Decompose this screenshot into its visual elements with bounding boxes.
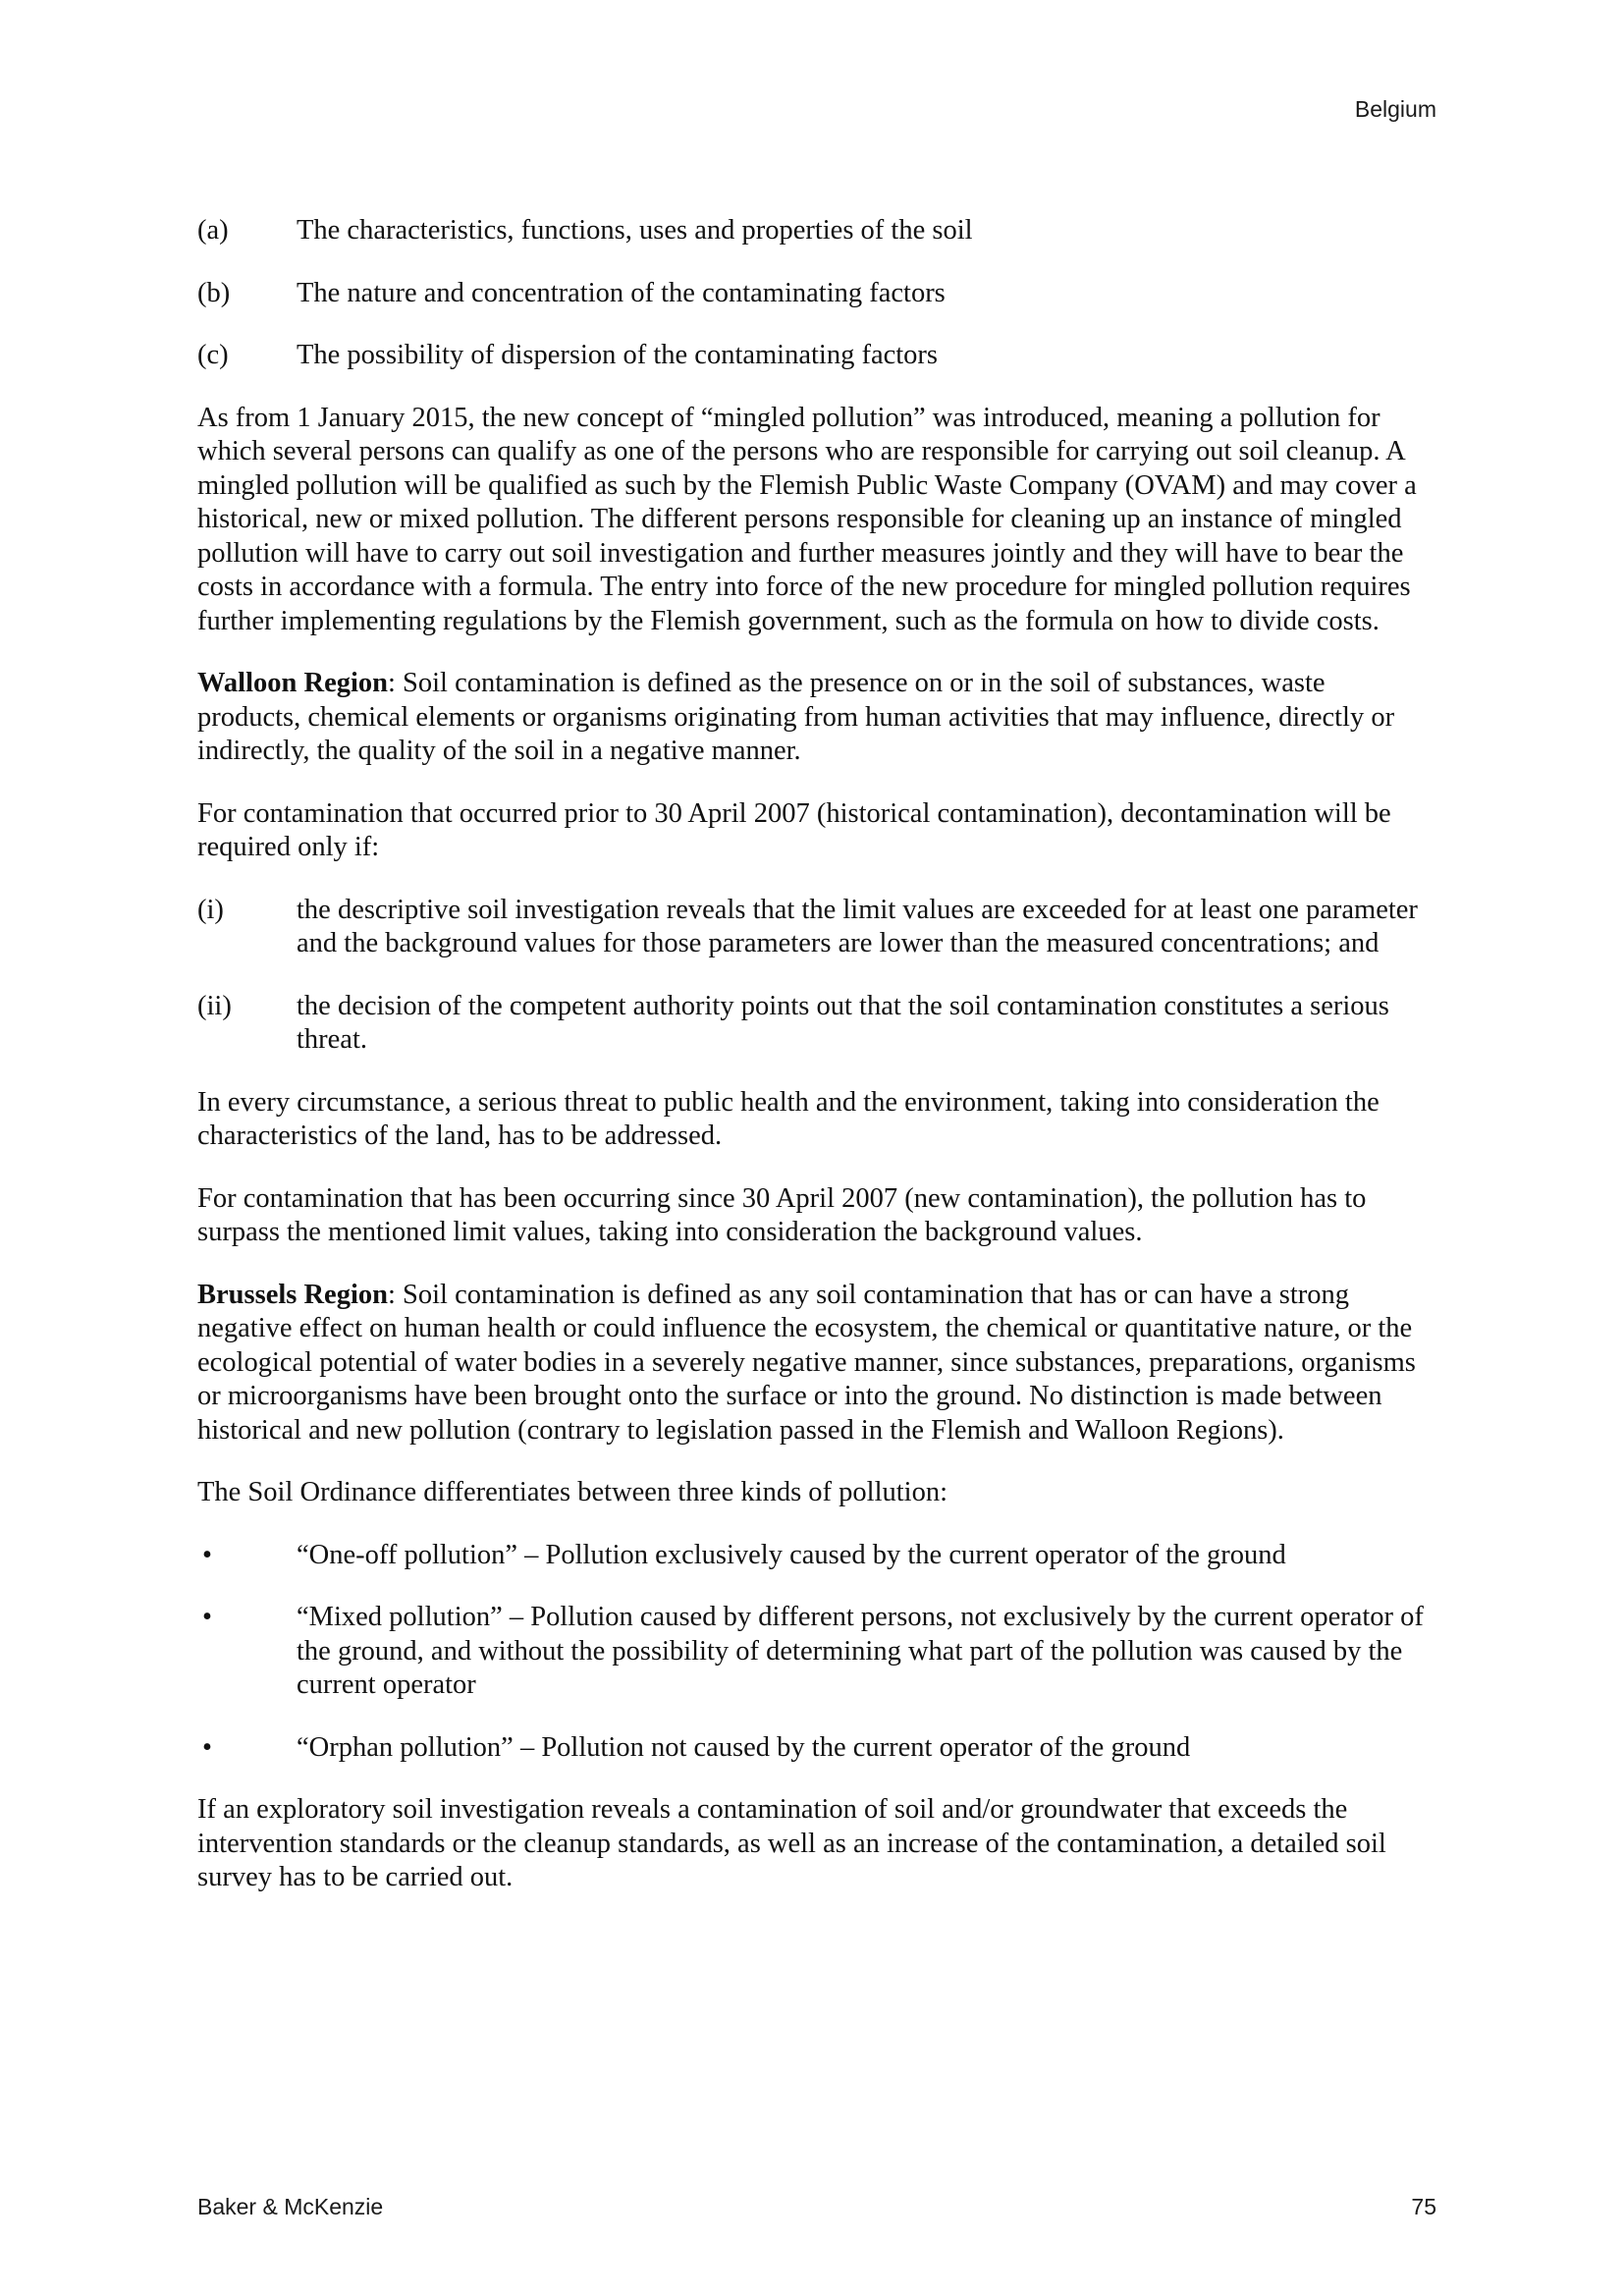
walloon-region-heading: Walloon Region xyxy=(197,668,388,698)
document-body xyxy=(197,214,1435,1924)
list-item-ii xyxy=(197,990,1435,1058)
list-marker: (b) xyxy=(197,277,231,308)
list-item-text: The characteristics, functions, uses and properties of the soil xyxy=(297,215,973,246)
list-marker: (i) xyxy=(197,894,224,925)
running-header-country: Belgium xyxy=(1354,96,1436,122)
bullet-icon: • xyxy=(202,1731,212,1763)
list-item-c xyxy=(197,339,1435,373)
paragraph-historical-contamination: For contamination that occurred prior to 30 April 2007 (historical contamination), decontamination will be required only if: xyxy=(197,797,1391,862)
list-item-text: The possibility of dispersion of the contaminating factors xyxy=(297,340,938,370)
list-marker: (ii) xyxy=(197,990,232,1021)
paragraph-every-circumstance: In every circumstance, a serious threat to public health and the environment, taking into consideration the characteristics of the land, has to be addressed. xyxy=(197,1086,1380,1151)
paragraph-brussels-region xyxy=(197,1279,1435,1449)
walloon-region-text: : Soil contamination is defined as the presence on or in the soil of substances, waste products, chemical elements or organisms originating from human activities that may influence, directly or indirectly, the quality of the soil in a negative manner. xyxy=(197,668,1395,766)
list-item-b xyxy=(197,277,1435,311)
footer-page-number: 75 xyxy=(1411,2194,1436,2219)
brussels-region-heading: Brussels Region xyxy=(197,1279,388,1310)
bullet-item-text: “Orphan pollution” – Pollution not caused by the current operator of the ground xyxy=(297,1731,1191,1763)
running-footer xyxy=(197,2194,1436,2220)
paragraph-soil-ordinance: The Soil Ordinance differentiates between three kinds of pollution: xyxy=(197,1477,948,1507)
bullet-item-text: “One-off pollution” – Pollution exclusively caused by the current operator of the ground xyxy=(297,1539,1286,1570)
list-marker: (c) xyxy=(197,340,229,370)
bullet-icon: • xyxy=(202,1539,212,1570)
bullet-icon: • xyxy=(202,1602,212,1632)
bullet-item-text: “Mixed pollution” – Pollution caused by different persons, not exclusively by the current operator of the ground, and without the possibility of determining what part of the pollution was caused by the current operator xyxy=(297,1602,1424,1700)
paragraph-exploratory-investigation: If an exploratory soil investigation reveals a contamination of soil and/or groundwater that exceeds the intervention standards or the cleanup standards, as well as an increase of the contamination, a detailed soil survey has to be carried out. xyxy=(197,1794,1386,1892)
list-item-text: the descriptive soil investigation reveals that the limit values are exceeded for at least one parameter and the background values for those parameters are lower than the measured concentrations; and xyxy=(297,894,1418,958)
footer-firm-name: Baker & McKenzie xyxy=(197,2194,384,2219)
brussels-region-text: : Soil contamination is defined as any soil contamination that has or can have a strong negative effect on human health or could influence the ecosystem, the chemical or quantitative nature, or the ecological potential of water bodies in a severely negative manner, since substances, preparations, organisms or microorganisms have been brought onto the surface or into the ground. No distinction is made between historical and new pollution (contrary to legislation passed in the Flemish and Walloon Regions). xyxy=(197,1279,1416,1446)
list-item-a xyxy=(197,214,1435,248)
list-item-i xyxy=(197,894,1435,961)
list-marker: (a) xyxy=(197,215,229,246)
paragraph-mingled-pollution: As from 1 January 2015, the new concept of “mingled pollution” was introduced, meaning a pollution for which several persons can qualify as one of the persons who are responsible for carrying out soil cleanup. A mingled pollution will be qualified as such by the Flemish Public Waste Company (OVAM) and may cover a historical, new or mixed pollution. The different persons responsible for cleaning up an instance of mingled pollution will have to carry out soil investigation and further measures jointly and they will have to bear the costs in accordance with a formula. The entry into force of the new procedure for mingled pollution requires further implementing regulations by the Flemish government, such as the formula on how to divide costs. xyxy=(197,402,1417,636)
paragraph-walloon-region xyxy=(197,667,1435,769)
list-item-text: The nature and concentration of the contaminating factors xyxy=(297,277,946,308)
list-item-text: the decision of the competent authority points out that the soil contamination constitutes a serious threat. xyxy=(297,990,1389,1055)
paragraph-new-contamination: For contamination that has been occurring since 30 April 2007 (new contamination), the pollution has to surpass the mentioned limit values, taking into consideration the background values. xyxy=(197,1182,1367,1247)
bullet-item-mixed xyxy=(197,1601,1435,1703)
bullet-item-orphan xyxy=(197,1731,1435,1766)
bullet-item-one-off xyxy=(197,1539,1435,1573)
